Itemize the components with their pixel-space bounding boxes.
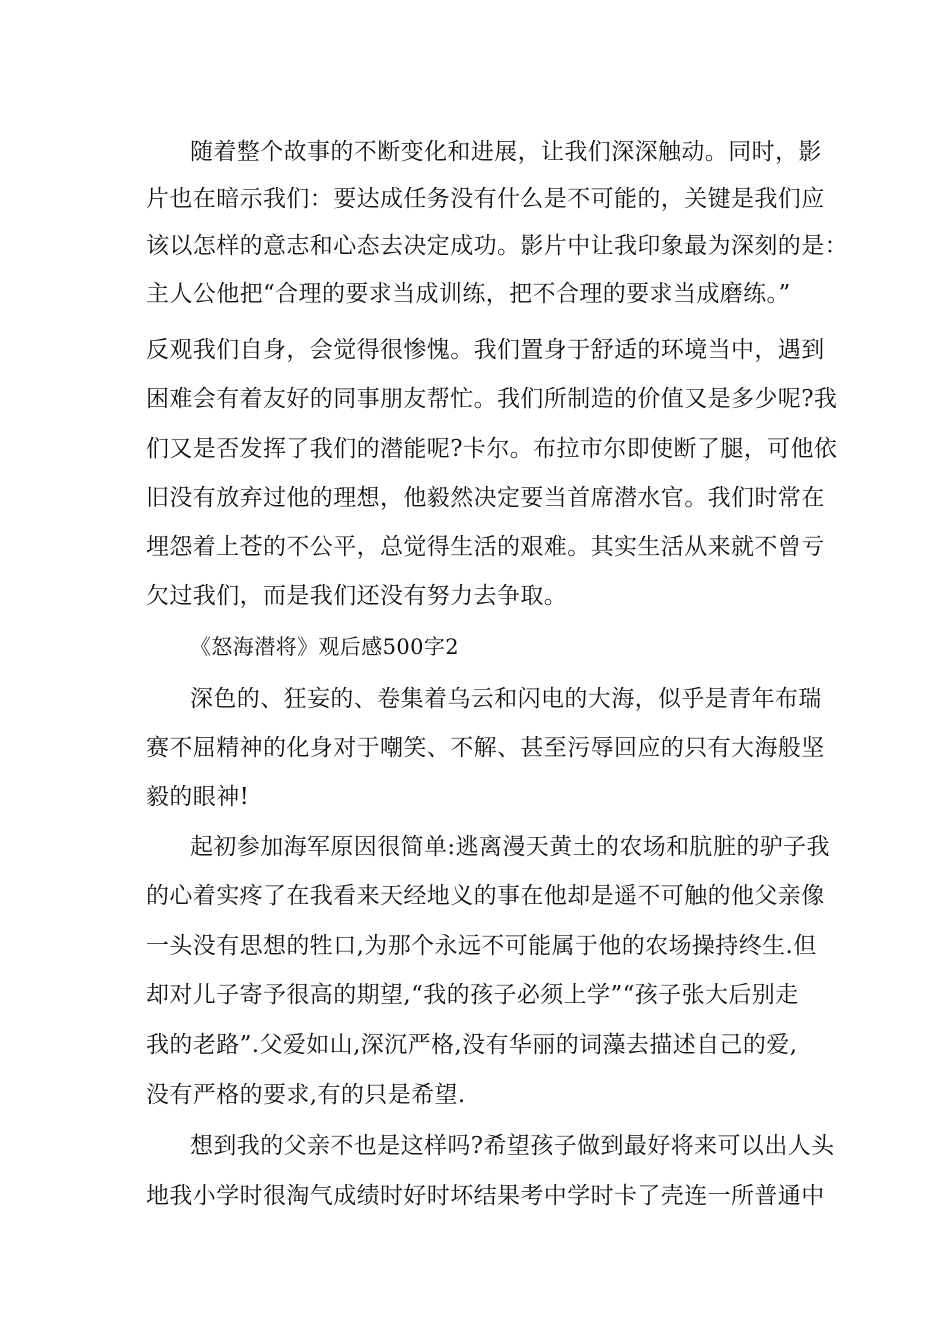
- paragraph-3-line-6: 没有严格的要求,有的只是希望.: [146, 1082, 466, 1108]
- paragraph-3-line-5: 我的老路”.父爱如山,深沉严格,没有华丽的词藻去描述自己的爱,: [146, 1032, 798, 1058]
- paragraph-4-line-2: 地我小学时很淘气成绩时好时坏结果考中学时卡了壳连一所普通中: [146, 1183, 825, 1209]
- paragraph-1-line-5: 反观我们自身，会觉得很惨愧。我们置身于舒适的环境当中，遇到: [146, 337, 825, 363]
- paragraph-3-line-1: 起初参加海军原因很简单:逃离漫天黄土的农场和肮脏的驴子我: [190, 834, 830, 860]
- paragraph-1-line-9: 埋怨着上苍的不公平，总觉得生活的艰难。其实生活从来就不曾亏: [146, 534, 825, 560]
- paragraph-1-line-8: 旧没有放弃过他的理想，他毅然决定要当首席潜水官。我们时常在: [146, 485, 825, 511]
- paragraph-4-line-1: 想到我的父亲不也是这样吗?希望孩子做到最好将来可以出人头: [190, 1133, 835, 1159]
- paragraph-1-line-3: 该以怎样的意志和心态去决定成功。影片中让我印象最为深刻的是：: [146, 233, 848, 259]
- paragraph-1-line-10: 欠过我们，而是我们还没有努力去争取。: [146, 583, 568, 609]
- paragraph-2-line-1: 深色的、狂妄的、卷集着乌云和闪电的大海，似乎是青年布瑞: [190, 686, 822, 712]
- section-title: 《怒海潜将》观后感500字2: [190, 635, 460, 659]
- paragraph-1-line-6: 困难会有着友好的同事朋友帮忙。我们所制造的价值又是多少呢?我: [146, 386, 838, 412]
- paragraph-1-line-2: 片也在暗示我们：要达成任务没有什么是不可能的，关键是我们应: [146, 186, 825, 212]
- paragraph-3-line-4: 却对儿子寄予很高的期望,“我的孩子必须上学”“孩子张大后别走: [146, 982, 799, 1008]
- paragraph-3-line-3: 一头没有思想的牲口,为那个永远不可能属于他的农场操持终生.但: [146, 933, 817, 959]
- paragraph-1-line-4: 主人公他把“合理的要求当成训练，把不合理的要求当成磨练。”: [146, 281, 791, 307]
- paragraph-2-line-2: 赛不屈精神的化身对于嘲笑、不解、甚至污辱回应的只有大海般坚: [146, 735, 825, 761]
- paragraph-1-line-7: 们又是否发挥了我们的潜能呢?卡尔。布拉市尔即使断了腿，可他依: [146, 436, 838, 462]
- paragraph-1-line-1: 随着整个故事的不断变化和进展，让我们深深触动。同时，影: [190, 139, 822, 165]
- paragraph-2-line-3: 毅的眼神!: [146, 784, 250, 810]
- paragraph-3-line-2: 的心着实疼了在我看来天经地义的事在他却是遥不可触的他父亲像: [146, 883, 825, 909]
